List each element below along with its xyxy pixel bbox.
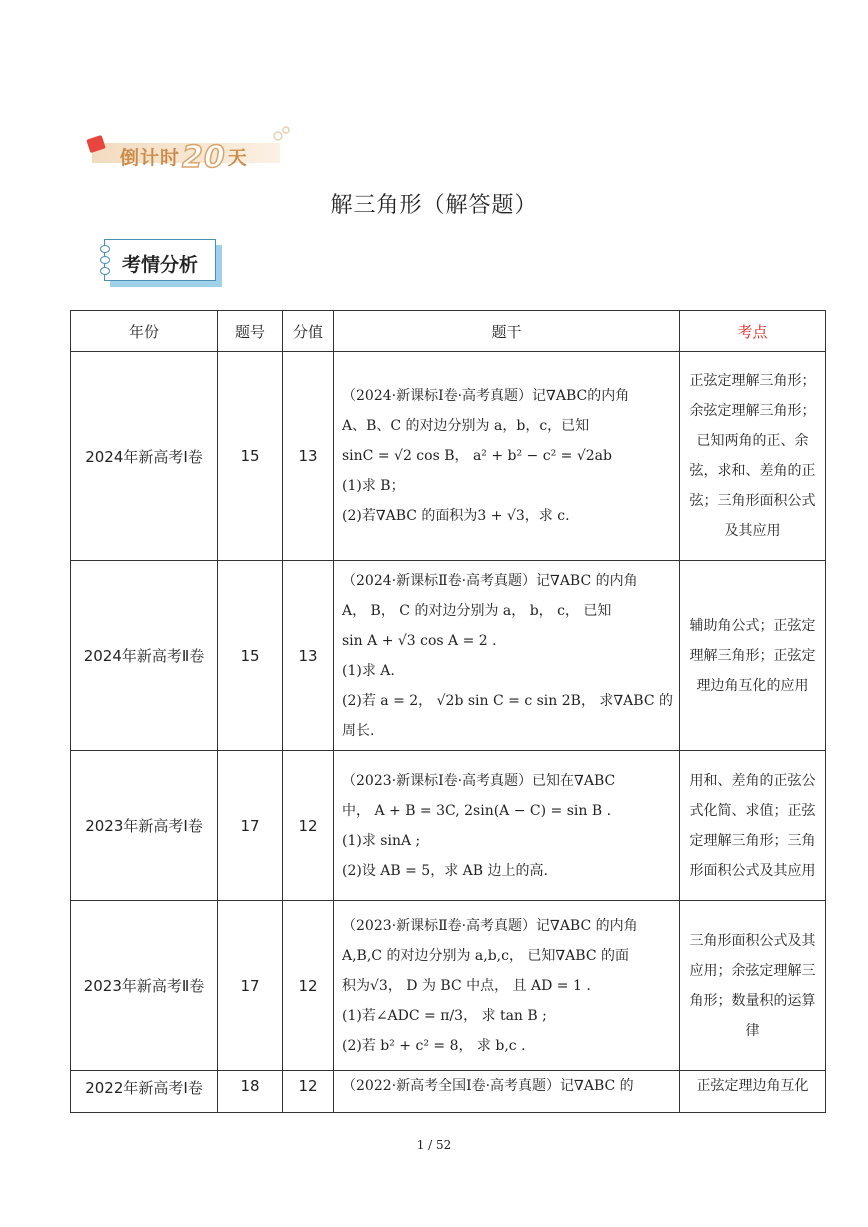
stem-line: （2024·新课标Ⅰ卷·高考真题）记∇ABC的内角: [342, 388, 630, 404]
cell-stem: [334, 352, 680, 561]
stem-line: (2)设 AB = 5，求 AB 边上的高.: [342, 862, 548, 879]
page-number: 1 / 52: [416, 1138, 452, 1152]
cell-number: 17: [218, 901, 283, 1071]
cell-stem: [334, 751, 680, 901]
section-label: [104, 239, 220, 285]
cell-year: 2024年新高考Ⅰ卷: [71, 352, 218, 561]
page-title: 解三角形（解答题）: [330, 193, 538, 218]
exam-analysis-table: [70, 310, 826, 1113]
stem-line: 周长.: [342, 722, 375, 739]
table-row: [71, 561, 826, 751]
table-row: [71, 352, 826, 561]
countdown-prefix: 倒计时: [120, 147, 181, 169]
cell-number: 15: [218, 561, 283, 751]
header-year: 年份: [71, 311, 218, 352]
cell-stem: [334, 901, 680, 1071]
cell-year: 2023年新高考Ⅱ卷: [71, 901, 218, 1071]
cell-score: 12: [283, 901, 334, 1071]
header-points: 考点: [680, 311, 826, 352]
cell-number: 15: [218, 352, 283, 561]
header-score: 分值: [283, 311, 334, 352]
stem-line: (1)求 sinA ;: [342, 832, 421, 849]
cell-points: 三角形面积公式及其应用；余弦定理解三角形；数量积的运算律: [680, 901, 826, 1071]
stem-line: 中， A + B = 3C, 2sin(A − C) = sin B .: [342, 802, 612, 819]
sparkle-icon: [270, 122, 294, 146]
cell-stem: [334, 561, 680, 751]
binder-ring-icon: [100, 256, 110, 264]
stem-line: sin A + √3 cos A = 2 .: [342, 632, 497, 649]
stem-line: （2023·新课标Ⅰ卷·高考真题）已知在∇ABC: [342, 772, 616, 789]
countdown-suffix: 天: [227, 147, 248, 169]
cell-points: 正弦定理解三角形；余弦定理解三角形；已知两角的正、余弦，求和、差角的正弦；三角形面积公式及其应用: [680, 352, 826, 561]
binder-ring-icon: [100, 267, 110, 275]
cell-year: 2022年新高考Ⅰ卷: [71, 1071, 218, 1113]
header-number: 题号: [218, 311, 283, 352]
cell-points: 正弦定理边角互化: [680, 1071, 826, 1113]
cell-number: 17: [218, 751, 283, 901]
cell-score: 12: [283, 1071, 334, 1113]
stem-line: （2022·新高考全国Ⅰ卷·高考真题）记∇ABC 的: [342, 1078, 634, 1094]
cell-points: 辅助角公式；正弦定理解三角形；正弦定理边角互化的应用: [680, 561, 826, 751]
table-header-row: [71, 311, 826, 352]
table-row: [71, 901, 826, 1071]
binder-ring-icon: [100, 245, 110, 253]
cell-points: 用和、差角的正弦公式化简、求值；正弦定理解三角形；三角形面积公式及其应用: [680, 751, 826, 901]
cell-number: 18: [218, 1071, 283, 1113]
section-label-text: 考情分析: [122, 254, 199, 276]
cell-year: 2024年新高考Ⅱ卷: [71, 561, 218, 751]
stem-line: A， B， C 的对边分别为 a， b， c， 已知: [342, 602, 612, 619]
countdown-days: 20: [182, 140, 226, 175]
stem-line: （2023·新课标Ⅱ卷·高考真题）记∇ABC 的内角: [342, 917, 638, 934]
stem-line: sinC = √2 cos B， a² + b² − c² = √2ab: [342, 448, 612, 464]
countdown-text: [120, 137, 248, 175]
countdown-banner: [88, 133, 282, 175]
table-row: [71, 751, 826, 901]
stem-line: (2)若 a = 2， √2b sin C = c sin 2B， 求∇ABC 的: [342, 692, 673, 709]
stem-line: (2)若∇ABC 的面积为3 + √3，求 c.: [342, 508, 570, 524]
cell-score: 13: [283, 352, 334, 561]
stem-line: A、B、C 的对边分别为 a，b，c，已知: [342, 418, 590, 434]
stem-line: (1)求 A.: [342, 662, 395, 679]
cell-score: 13: [283, 561, 334, 751]
cell-stem: [334, 1071, 680, 1113]
cell-year: 2023年新高考Ⅰ卷: [71, 751, 218, 901]
stem-line: 积为√3， D 为 BC 中点， 且 AD = 1 .: [342, 977, 591, 994]
header-stem: 题干: [334, 311, 680, 352]
stem-line: (2)若 b² + c² = 8， 求 b,c .: [342, 1037, 526, 1054]
stem-line: （2024·新课标Ⅱ卷·高考真题）记∇ABC 的内角: [342, 572, 638, 589]
table-row: [71, 1071, 826, 1113]
section-label-box: [104, 239, 216, 281]
stem-line: (1)求 B；: [342, 478, 405, 494]
stem-line: (1)若∠ADC = π/3， 求 tan B ;: [342, 1007, 547, 1024]
stem-line: A,B,C 的对边分别为 a,b,c， 已知∇ABC 的面: [342, 947, 630, 964]
cell-score: 12: [283, 751, 334, 901]
